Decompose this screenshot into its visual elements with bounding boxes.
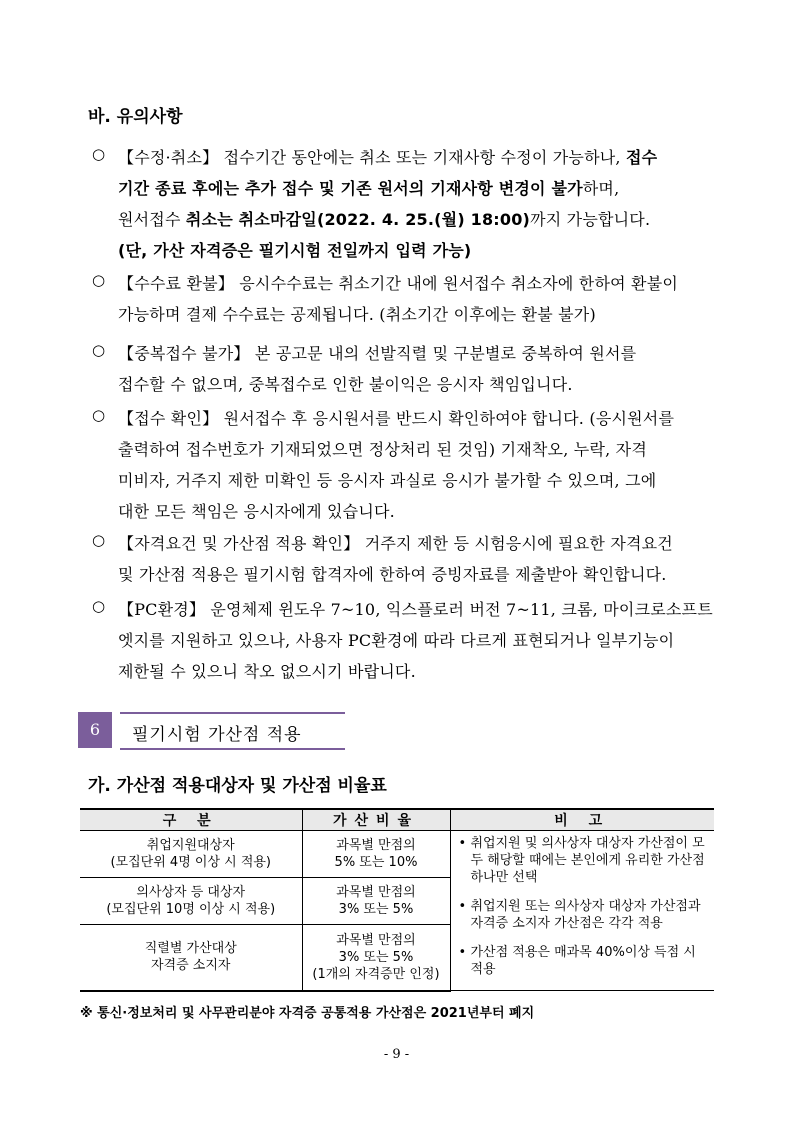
notice-text: 【자격요건 및 가산점 적용 확인】 거주지 제한 등 시험응시에 필요한 자격요건 [118, 534, 673, 553]
table-row [80, 831, 714, 878]
cell-line: 3% 또는 5% [338, 949, 414, 965]
notice-line [118, 499, 395, 522]
remark-text: 가산점 적용은 매과목 40%이상 득점 시 적용 [470, 945, 696, 977]
notice-text: 【중복접수 불가】 본 공고문 내의 선발직렬 및 구분별로 중복하여 원서를 [118, 344, 637, 363]
section-number-box: 6 [78, 712, 112, 748]
notice-text: 【수수료 환불】 응시수수료는 취소기간 내에 원서접수 취소자에 한하여 환불이 [118, 274, 679, 293]
bullet-icon: • [458, 899, 467, 914]
notice-line [118, 531, 673, 554]
notice-text: 및 가산점 적용은 필기시험 합격자에 한하여 증빙자료를 제출받아 확인합니다. [118, 565, 667, 584]
notice-line [118, 271, 678, 294]
header-remarks: 비 고 [450, 809, 714, 831]
footnote: ※ 통신·정보처리 및 사무관리분야 자격증 공통적용 가산점은 2021년부터 폐지 [80, 1006, 535, 1021]
notice-line [118, 176, 619, 199]
notice-line [118, 207, 650, 230]
notice-line [118, 562, 667, 585]
emphasis-text: 기간 종료 후에는 추가 접수 및 기존 원서의 기재사항 변경이 불가 [118, 179, 583, 198]
table-heading: 가. 가산점 적용대상자 및 가산점 비율표 [88, 776, 387, 796]
emphasis-text: 접수 [625, 148, 658, 167]
notice-line [118, 302, 596, 325]
notice-text: 출력하여 접수번호가 기재되었으면 정상처리 된 것임) 기재착오, 누락, 자격 [118, 440, 647, 459]
notice-text: 【수정·취소】 접수기간 동안에는 취소 또는 기재사항 수정이 가능하나, [118, 148, 626, 167]
remark-item [459, 898, 709, 932]
remark-text: 취업지원 또는 의사상자 대상자 가산점과 자격증 소지자 가산점은 각각 적용 [470, 899, 701, 931]
notice-line [118, 468, 656, 491]
cell-line: (1개의 자격증만 인정) [312, 966, 440, 982]
table-header-row [80, 809, 714, 831]
notice-line [118, 659, 416, 682]
cell-line: 직렬별 가산대상 [144, 941, 237, 957]
cell-line: 의사상자 등 대상자 [136, 885, 246, 901]
cell-line: 과목별 만점의 [336, 932, 416, 948]
category-cell [80, 831, 302, 878]
notice-line [118, 372, 573, 395]
header-category: 구 분 [80, 809, 302, 831]
notice-text: 미비자, 거주지 제한 미확인 등 응시자 과실로 응시가 불가할 수 있으며, 그에 [118, 471, 657, 490]
remarks-cell [450, 831, 714, 991]
notice-text: 까지 가능합니다. [530, 210, 651, 229]
circle-bullet-icon: ○ [92, 597, 106, 615]
rate-cell [302, 878, 450, 925]
rate-cell [302, 925, 450, 991]
bonus-rate-table [80, 808, 714, 992]
remark-text: 취업지원 및 의사상자 대상자 가산점이 모두 해당할 때에는 본인에게 유리한 가산점 하나만 선택 [470, 836, 705, 885]
header-rate: 가산비율 [302, 809, 450, 831]
notice-text: 하며, [582, 179, 620, 198]
category-cell [80, 878, 302, 925]
circle-bullet-icon: ○ [92, 271, 106, 289]
notice-line [118, 437, 647, 460]
notice-text: 제한될 수 있으니 착오 없으시기 바랍니다. [118, 662, 416, 681]
section-heading: 바. 유의사항 [88, 107, 183, 127]
cell-line: 취업지원대상자 [146, 838, 235, 854]
cell-line: (모집단위 4명 이상 시 적용) [110, 855, 272, 871]
notice-text: 대한 모든 책임은 응시자에게 있습니다. [118, 502, 395, 521]
bullet-icon: • [458, 945, 467, 960]
circle-bullet-icon: ○ [92, 531, 106, 549]
notice-text: 【PC환경】 운영체제 윈도우 7~10, 익스플로러 버전 7~11, 크롬, 마이크로소프트 [118, 600, 713, 619]
emphasis-text: (단, 가산 자격증은 필기시험 전일까지 입력 가능) [118, 241, 472, 260]
notice-text: 접수할 수 없으며, 중복접수로 인한 불이익은 응시자 책임입니다. [118, 375, 573, 394]
cell-line: (모집단위 10명 이상 시 적용) [106, 902, 276, 918]
notice-line [118, 145, 657, 168]
notice-line [118, 341, 636, 364]
notice-line [118, 238, 471, 261]
rate-cell [302, 831, 450, 878]
bullet-icon: • [458, 836, 467, 851]
notice-line [118, 597, 713, 620]
circle-bullet-icon: ○ [92, 145, 106, 163]
page-number: - 9 - [383, 1047, 410, 1062]
section-title: 필기시험 가산점 적용 [132, 725, 302, 745]
cell-line: 5% 또는 10% [334, 855, 418, 871]
category-cell [80, 925, 302, 991]
cell-line: 과목별 만점의 [336, 885, 416, 901]
cell-line: 과목별 만점의 [336, 838, 416, 854]
emphasis-text: 취소는 취소마감일(2022. 4. 25.(월) 18:00) [185, 210, 531, 229]
notice-text: 가능하며 결제 수수료는 공제됩니다. (취소기간 이후에는 환불 불가) [118, 305, 596, 324]
notice-line [118, 628, 674, 651]
cell-line: 자격증 소지자 [151, 958, 231, 974]
notice-text: 【접수 확인】 원서접수 후 응시원서를 반드시 확인하여야 합니다. (응시원서를 [118, 409, 675, 428]
circle-bullet-icon: ○ [92, 406, 106, 424]
cell-line: 3% 또는 5% [338, 902, 414, 918]
circle-bullet-icon: ○ [92, 341, 106, 359]
section-title-box [120, 712, 345, 750]
notice-text: 원서접수 [118, 210, 186, 229]
remark-item [459, 835, 709, 886]
remark-item [459, 944, 709, 978]
notice-line [118, 406, 674, 429]
notice-text: 엣지를 지원하고 있으나, 사용자 PC환경에 따라 다르게 표현되거나 일부기능이 [118, 631, 675, 650]
